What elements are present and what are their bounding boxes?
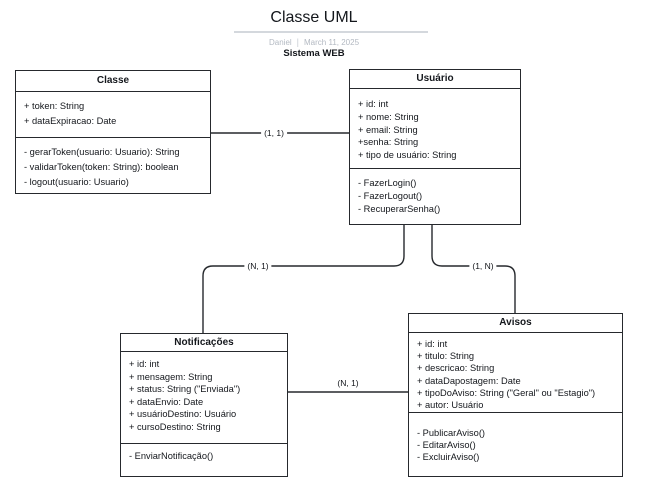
multiplicity-label-usuario-avisos: (1, N) bbox=[469, 261, 496, 271]
member-line: + dataDapostagem: Date bbox=[417, 375, 521, 386]
class-title: Classe bbox=[16, 71, 210, 92]
class-attributes bbox=[121, 352, 287, 444]
member-line: + token: String bbox=[24, 101, 85, 111]
member-line: + mensagem: String bbox=[129, 371, 213, 382]
member-line: + dataExpiracao: Date bbox=[24, 115, 117, 126]
multiplicity-label-usuario-notificacoes: (N, 1) bbox=[244, 261, 271, 271]
member-line: + descricao: String bbox=[417, 363, 495, 374]
meta-separator: | bbox=[296, 37, 300, 47]
member-line: + status: String ("Enviada") bbox=[129, 384, 241, 395]
member-line: + titulo: String bbox=[417, 351, 475, 362]
class-attributes bbox=[16, 92, 210, 138]
class-methods bbox=[16, 138, 210, 190]
member-line: - ExcluirAviso() bbox=[417, 452, 480, 463]
author-label: Daniel bbox=[268, 37, 292, 47]
member-line: - EnviarNotificação() bbox=[129, 451, 214, 461]
member-line: + tipoDoAviso: String ("Geral" ou "Estagio") bbox=[417, 387, 596, 398]
member-line: - RecuperarSenha() bbox=[358, 204, 441, 214]
member-line: - EditarAviso() bbox=[417, 440, 476, 451]
class-methods bbox=[409, 413, 622, 464]
member-line: - FazerLogout() bbox=[358, 191, 423, 201]
multiplicity-label-classe-usuario: (1, 1) bbox=[261, 128, 287, 138]
member-line: + nome: String bbox=[358, 111, 419, 122]
class-title: Avisos bbox=[409, 314, 622, 333]
member-line: + id: int bbox=[358, 99, 389, 109]
class-attributes bbox=[350, 89, 520, 169]
connector-usuario-notificacoes[interactable] bbox=[203, 225, 404, 333]
page-title: Classe UML bbox=[270, 9, 358, 26]
member-line: + id: int bbox=[417, 339, 448, 349]
class-box-classe[interactable] bbox=[15, 70, 211, 194]
member-line: + cursoDestino: String bbox=[129, 421, 221, 432]
member-line: + tipo de usuário: String bbox=[358, 150, 457, 161]
multiplicity-label-notificacoes-avisos: (N, 1) bbox=[334, 378, 361, 388]
class-box-avisos[interactable] bbox=[408, 313, 623, 477]
class-attributes bbox=[409, 333, 622, 413]
member-line: + id: int bbox=[129, 359, 160, 369]
member-line: - logout(usuario: Usuario) bbox=[24, 177, 129, 187]
class-methods bbox=[121, 444, 287, 463]
member-line: + usuárioDestino: Usuário bbox=[129, 409, 237, 420]
member-line: - validarToken(token: String): boolean bbox=[24, 162, 179, 172]
member-line: + autor: Usuário bbox=[417, 400, 484, 411]
member-line: + dataEnvio: Date bbox=[129, 396, 204, 407]
class-title: Usuário bbox=[350, 70, 520, 89]
class-methods bbox=[350, 169, 520, 216]
class-box-usuario[interactable] bbox=[349, 69, 521, 225]
class-box-notificacoes[interactable] bbox=[120, 333, 288, 477]
date-label: March 11, 2025 bbox=[304, 37, 360, 47]
member-line: - FazerLogin() bbox=[358, 178, 417, 188]
member-line: +senha: String bbox=[358, 137, 419, 148]
member-line: + email: String bbox=[358, 124, 418, 135]
member-line: - PublicarAviso() bbox=[417, 428, 486, 438]
member-line: - gerarToken(usuario: Usuario): String bbox=[24, 147, 180, 157]
page-subtitle: Sistema WEB bbox=[283, 48, 345, 59]
class-title: Notificações bbox=[121, 334, 287, 352]
